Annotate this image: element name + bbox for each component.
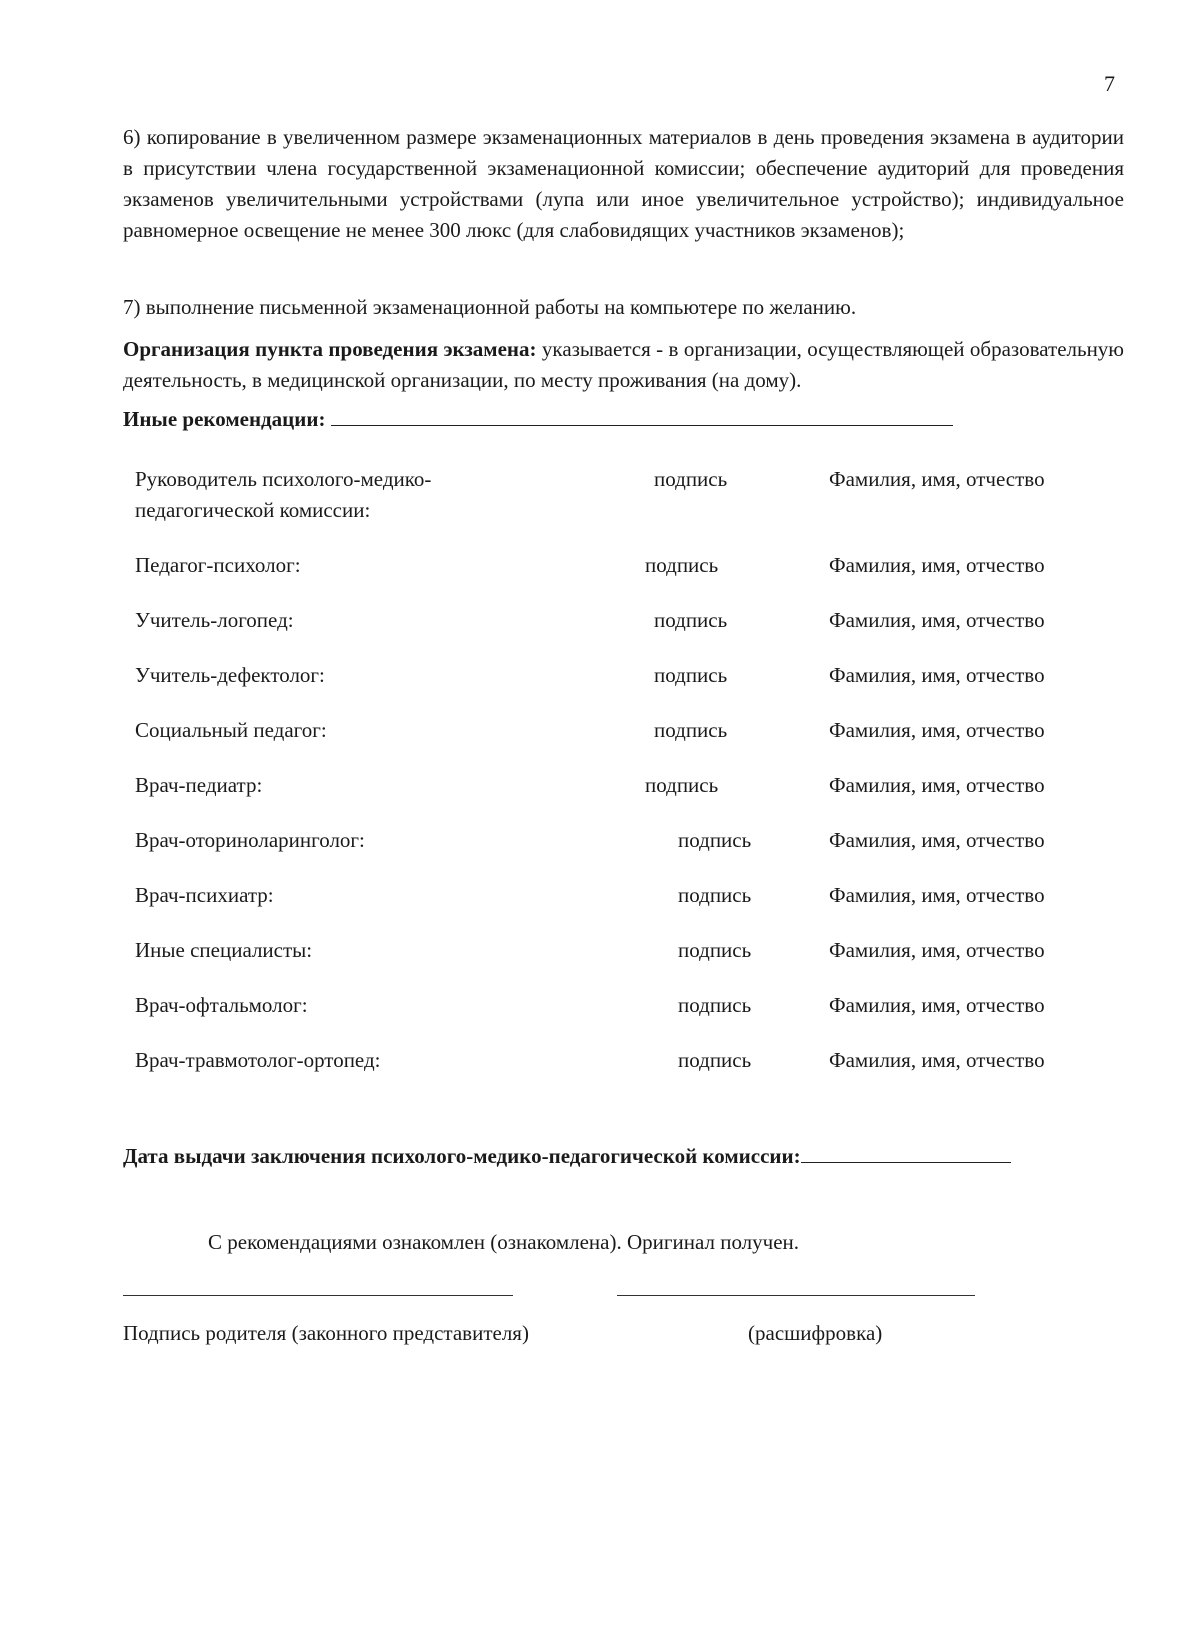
signature-field[interactable]: подпись [654, 467, 728, 491]
signature-role: Учитель-дефектолог: [135, 663, 325, 687]
other-recommendations-label: Иные рекомендации: [123, 407, 326, 431]
signature-row [0, 464, 1200, 526]
parent-signature-line[interactable] [123, 1295, 513, 1296]
signature-role: Руководитель психолого-медико-педагогической комиссии: [135, 467, 432, 522]
full-name-field[interactable]: Фамилия, имя, отчество [829, 467, 1045, 491]
full-name-field[interactable]: Фамилия, имя, отчество [829, 938, 1045, 962]
signature-field[interactable]: подпись [645, 553, 719, 577]
full-name-field[interactable]: Фамилия, имя, отчество [829, 883, 1045, 907]
signature-row [0, 1045, 1200, 1107]
item-6-paragraph: 6) копирование в увеличенном размере экзаменационных материалов в день проведения экзамена в аудитории в присутствии члена государственной экзаменационной комиссии; обеспечение аудиторий для проведения экзаменов увеличительными устройствами (лупа или иное увеличительное устройство); индивидуальное равномерное освещение не менее 300 люкс (для слабовидящих участников экзаменов); [123, 125, 1124, 242]
signature-field[interactable]: подпись [654, 718, 728, 742]
signature-role: Педагог-психолог: [135, 553, 301, 577]
full-name-field[interactable]: Фамилия, имя, отчество [829, 553, 1045, 577]
issue-date [123, 1140, 1123, 1172]
signature-row [0, 605, 1200, 667]
signature-row [0, 715, 1200, 777]
parent-signature-label: Подпись родителя (законного представителя) [123, 1321, 529, 1345]
signature-role: Врач-психиатр: [135, 883, 274, 907]
signature-row [0, 770, 1200, 832]
signature-field[interactable]: подпись [678, 993, 752, 1017]
signature-role: Учитель-логопед: [135, 608, 294, 632]
signature-field[interactable]: подпись [678, 828, 752, 852]
signature-role: Врач-педиатр: [135, 773, 263, 797]
signature-row [0, 990, 1200, 1052]
item-7-paragraph: 7) выполнение письменной экзаменационной работы на компьютере по желанию. [123, 295, 857, 319]
other-recommendations-field[interactable] [331, 403, 953, 426]
decoding-label: (расшифровка) [748, 1321, 883, 1345]
page-number: 7 [1104, 71, 1115, 96]
signature-field[interactable]: подпись [678, 938, 752, 962]
signature-role: Социальный педагог: [135, 718, 327, 742]
signature-role: Врач-офтальмолог: [135, 993, 308, 1017]
issue-date-field[interactable] [801, 1140, 1011, 1163]
signature-role: Врач-оториноларинголог: [135, 828, 365, 852]
full-name-field[interactable]: Фамилия, имя, отчество [829, 663, 1045, 687]
signature-field[interactable]: подпись [654, 663, 728, 687]
full-name-field[interactable]: Фамилия, имя, отчество [829, 773, 1045, 797]
acknowledgement-text: С рекомендациями ознакомлен (ознакомлена). Оригинал получен. [208, 1230, 800, 1254]
decoding-line[interactable] [617, 1295, 975, 1296]
full-name-field[interactable]: Фамилия, имя, отчество [829, 718, 1045, 742]
signature-field[interactable]: подпись [678, 883, 752, 907]
signature-row [0, 660, 1200, 722]
organization-text: указывается - в организации, осуществляющей образовательную деятельность, в медицинской организации, по месту проживания (на дому). [123, 337, 1124, 392]
full-name-field[interactable]: Фамилия, имя, отчество [829, 828, 1045, 852]
signature-field[interactable]: подпись [645, 773, 719, 797]
signature-role: Врач-травмотолог-ортопед: [135, 1048, 381, 1072]
organization-label: Организация пункта проведения экзамена: [123, 337, 537, 361]
signature-row [0, 935, 1200, 997]
signature-row [0, 550, 1200, 612]
other-recommendations [123, 403, 1124, 435]
signature-field[interactable]: подпись [678, 1048, 752, 1072]
organization-paragraph [123, 334, 1124, 396]
signature-role: Иные специалисты: [135, 938, 313, 962]
full-name-field[interactable]: Фамилия, имя, отчество [829, 1048, 1045, 1072]
issue-date-label: Дата выдачи заключения психолого-медико-педагогической комиссии: [123, 1144, 801, 1168]
signature-field[interactable]: подпись [654, 608, 728, 632]
signature-row [0, 880, 1200, 942]
full-name-field[interactable]: Фамилия, имя, отчество [829, 993, 1045, 1017]
signature-row [0, 825, 1200, 887]
full-name-field[interactable]: Фамилия, имя, отчество [829, 608, 1045, 632]
